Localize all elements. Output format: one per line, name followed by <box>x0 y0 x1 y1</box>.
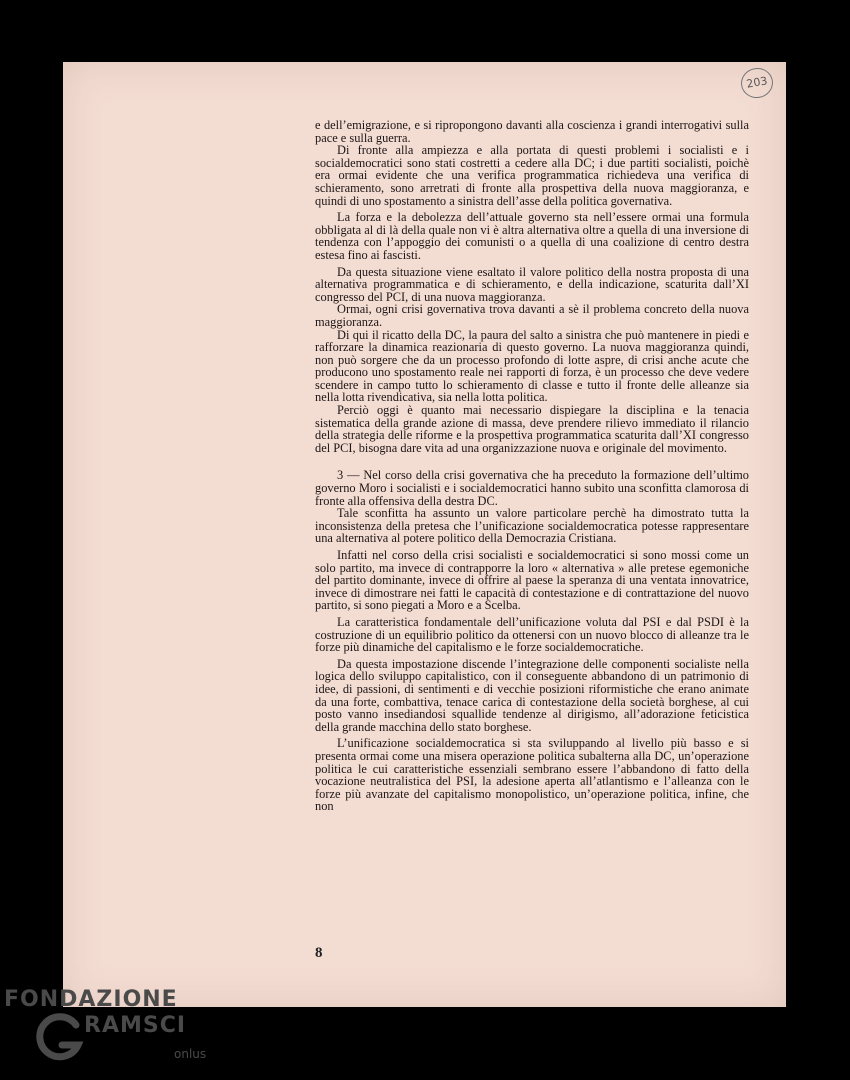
paragraph: La forza e la debolezza dell’attuale governo sta nell’essere ormai una formula obbligata al di là della quale non vi è altra alternativa oltre a quella di una inversione di tendenza con l’appoggio dei comunisti o a quella di una coalizione di centro destra estesa fino ai fascisti. <box>315 210 749 262</box>
paragraph: Ormai, ogni crisi governativa trova davanti a sè il problema concreto della nuova maggioranza. <box>315 302 749 329</box>
paragraph: Di fronte alla ampiezza e alla portata di questi problemi i socialisti e i socialdemocratici sono stati costretti a cedere alla DC; i due partiti socialisti, poichè era ormai evidente che una verifica programmatica richiedeva una verifica di schieramento, sono arretrati di fronte alla prospettiva della nuova maggioranza, e quindi di uno spostamento a sinistra dell’asse della politica governativa. <box>315 143 749 208</box>
logo-text-line2: RAMSCI <box>84 1013 187 1038</box>
paragraph: L’unificazione socialdemocratica si sta sviluppando al livello più basso e si presenta ormai come una misera operazione politica subalterna alla DC, un’operazione politica le cui caratteristiche essenziali sembrano essere l’abbandono di fatto della vocazione neutralistica del PSI, la adesione aperta all’atlantismo e l’alleanza con le forze più avanzate del capitalismo monopolistico, un’operazione politica, infine, che non <box>315 736 749 814</box>
archive-stamp: 203 <box>739 65 776 100</box>
paragraph: 3 — Nel corso della crisi governativa che ha preceduto la formazione dell’ultimo governo Moro i socialisti e i socialdemocratici hanno subito una sconfitta clamorosa di fronte alla offensiva della destra DC. <box>315 468 749 508</box>
paragraph: Perciò oggi è quanto mai necessario dispiegare la disciplina e la tenacia sistematica della grande azione di massa, deve prendere rilievo immediato il rilancio della strategia delle riforme e la prospettiva programmatica scaturita dall’XI congresso del PCI, bisogna dare vita ad una organizzazione nuova e originale del movimento. <box>315 403 749 455</box>
fondazione-gramsci-logo <box>4 987 224 1077</box>
logo-text-line3: onlus <box>174 1047 207 1061</box>
paragraph: e dell’emigrazione, e si ripropongono davanti alla coscienza i grandi interrogativi sulla pace e sulla guerra. <box>315 118 749 145</box>
paragraph: La caratteristica fondamentale dell’unificazione voluta dal PSI e dal PSDI è la costruzione di un equilibrio politico da ottenersi con un nuovo blocco di alleanze tra le forze più dinamiche del capitalismo e le forze socialdemocratiche. <box>315 614 749 655</box>
paragraph: Da questa impostazione discende l’integrazione delle componenti socialiste nella logica dello sviluppo capitalistico, con il conseguente abbandono di un patrimonio di idee, di passioni, di sentimenti e di vecchie posizioni riformistiche che erano animate da una forte, combattiva, tenace carica di contestazione della società borghese, al cui posto vanno insediandosi squallide tendenze al dirigismo, all’adorazione feticistica della grande macchina dello stato borghese. <box>315 656 749 734</box>
body-text <box>315 119 749 813</box>
paragraph: Di qui il ricatto della DC, la paura del salto a sinistra che può mantenere in piedi e rafforzare la dinamica reazionaria di questo governo. La nuova maggioranza quindi, non può sorgere che da un processo profondo di lotte aspre, di crisi anche acute che producono uno spostamento reale nei rapporti di forza, è un processo che deve vedere scendere in campo tutto lo schieramento di classe e tutto il fronte delle alleanze sia nella lotta rivendicativa, sia nella lotta politica. <box>315 327 749 405</box>
document-page <box>63 62 786 1007</box>
logo-text-line1: FONDAZIONE <box>4 987 178 1012</box>
paragraph: Infatti nel corso della crisi socialisti e socialdemocratici si sono mossi come un solo partito, ma invece di contrapporre la loro « alternativa » alle pretese egemoniche del partito dominante, invece di offrire al paese la speranza di una ventata innovatrice, invece di dimostrare nei fatti le capacità di contestazione e di contrattazione del nuovo partito, si sono piegati a Moro e a Scelba. <box>315 548 749 613</box>
paragraph: Da questa situazione viene esaltato il valore politico della nostra proposta di una alternativa programmatica e di schieramento, e della indicazione, scaturita dall’XI congresso del PCI, di una nuova maggioranza. <box>315 264 749 304</box>
paragraph: Tale sconfitta ha assunto un valore particolare perchè ha dimostrato tutta la inconsistenza della pretesa che l’unificazione socialdemocratica potesse rappresentare una alternativa al potere politico della Democrazia Cristiana. <box>315 506 749 546</box>
page-number: 8 <box>315 945 323 961</box>
logo-g-icon <box>32 1011 86 1065</box>
